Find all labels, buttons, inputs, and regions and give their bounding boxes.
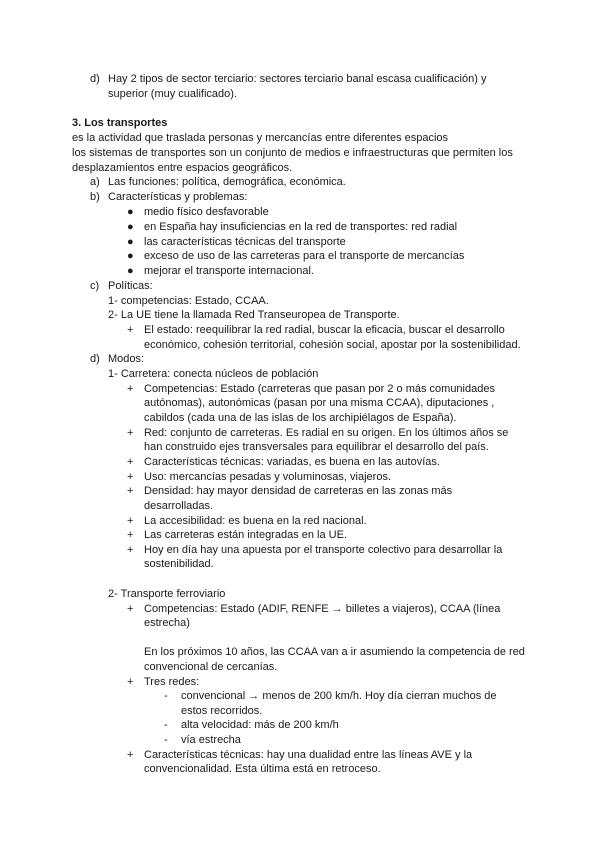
dash-item: vía estrecha [181, 734, 241, 746]
bullet-item: mejorar el transporte internacional. [144, 265, 314, 277]
paragraph-line: convencional de cercanías. [144, 661, 278, 673]
bullet-item: medio físico desfavorable [144, 206, 269, 218]
bullet-item: las características técnicas del transporte [144, 236, 346, 248]
list-marker: b) [90, 191, 100, 203]
list-item-text: Las funciones: política, demográfica, económica. [108, 176, 346, 188]
plus-icon: + [127, 427, 134, 439]
list-item-text: Modos: [108, 353, 145, 365]
plus-icon: + [127, 383, 134, 395]
list-item-text: superior (muy cualificado). [108, 88, 237, 100]
bullet-icon: ● [127, 221, 134, 233]
plus-item: Densidad: hay mayor densidad de carreteras en las zonas más [144, 485, 453, 497]
bullet-icon: ● [127, 236, 134, 248]
dash-item: alta velocidad: más de 200 km/h [181, 719, 339, 731]
plus-item: han construido ejes transversales para equilibrar el desarrollo del país. [144, 441, 489, 453]
paragraph-line: En los próximos 10 años, las CCAA van a ir asumiendo la competencia de red [144, 646, 525, 658]
plus-icon: + [127, 529, 134, 541]
dash-item: convencional → menos de 200 km/h. Hoy día cierran muchos de [181, 690, 497, 702]
plus-icon: + [127, 456, 134, 468]
plus-item: Las carreteras están integradas en la UE. [144, 529, 348, 541]
plus-item: El estado: reequilibrar la red radial, buscar la eficacia, buscar el desarrollo [144, 324, 505, 336]
plus-item: Características técnicas: variadas, es buena en las autovías. [144, 456, 440, 468]
plus-item: económico, cohesión territorial, cohesión social, apostar por la sostenibilidad. [144, 339, 521, 351]
list-item-text: Hay 2 tipos de sector terciario: sectores terciario banal escasa cualificación) y [108, 73, 487, 85]
sub-item: 2- La UE tiene la llamada Red Transeuropea de Transporte. [108, 309, 400, 321]
dash-icon: - [164, 734, 168, 746]
plus-item: Uso: mercancías pesadas y voluminosas, viajeros. [144, 471, 391, 483]
bullet-icon: ● [127, 206, 134, 218]
plus-item: Red: conjunto de carreteras. Es radial en su origen. En los últimos años se [144, 427, 509, 439]
plus-item: Competencias: Estado (carreteras que pasan por 2 o más comunidades [144, 383, 495, 395]
plus-item: La accesibilidad: es buena en la red nacional. [144, 515, 367, 527]
plus-item: Hoy en día hay una apuesta por el transporte colectivo para desarrollar la [144, 544, 503, 556]
plus-icon: + [127, 515, 134, 527]
plus-item: desarrolladas. [144, 500, 214, 512]
list-marker: c) [90, 280, 100, 292]
dash-icon: - [164, 690, 168, 702]
plus-item: sostenibilidad. [144, 558, 214, 570]
plus-icon: + [127, 749, 134, 761]
list-marker: d) [90, 353, 100, 365]
plus-item: Competencias: Estado (ADIF, RENFE → billetes a viajeros), CCAA (línea [144, 603, 501, 615]
plus-item: cabildos (cada una de las islas de los archipiélagos de España). [144, 412, 457, 424]
list-item-text: Políticas: [108, 280, 153, 292]
list-marker: a) [90, 176, 100, 188]
list-item-text: Características y problemas: [108, 191, 248, 203]
sub-item: 1- Carretera: conecta núcleos de población [108, 368, 319, 380]
plus-icon: + [127, 544, 134, 556]
plus-icon: + [127, 485, 134, 497]
plus-icon: + [127, 676, 134, 688]
list-marker: d) [90, 73, 100, 85]
dash-icon: - [164, 719, 168, 731]
plus-item: Tres redes: [144, 676, 200, 688]
paragraph-line: desplazamientos entre espacios geográficos. [72, 162, 293, 174]
sub-item: 1- competencias: Estado, CCAA. [108, 295, 269, 307]
plus-item: Características técnicas: hay una dualidad entre las líneas AVE y la [144, 749, 473, 761]
plus-icon: + [127, 324, 134, 336]
dash-item: estos recorridos. [181, 705, 263, 717]
bullet-icon: ● [127, 250, 134, 262]
bullet-icon: ● [127, 265, 134, 277]
bullet-item: exceso de uso de las carreteras para el transporte de mercancías [144, 250, 465, 262]
plus-item: convencionalidad. Esta última está en retroceso. [144, 763, 381, 775]
sub-item: 2- Transporte ferroviario [108, 588, 226, 600]
section-heading: 3. Los transportes [72, 117, 168, 129]
plus-icon: + [127, 471, 134, 483]
paragraph-line: los sistemas de transportes son un conjunto de medios e infraestructuras que permiten los [72, 147, 513, 159]
paragraph-line: es la actividad que traslada personas y mercancías entre diferentes espacios [72, 132, 449, 144]
plus-icon: + [127, 603, 134, 615]
plus-item: autónomas), autonómicas (pasan por una misma CCAA), diputaciones , [144, 397, 495, 409]
plus-item: estrecha) [144, 617, 190, 629]
bullet-item: en España hay insuficiencias en la red de transportes: red radial [144, 221, 458, 233]
